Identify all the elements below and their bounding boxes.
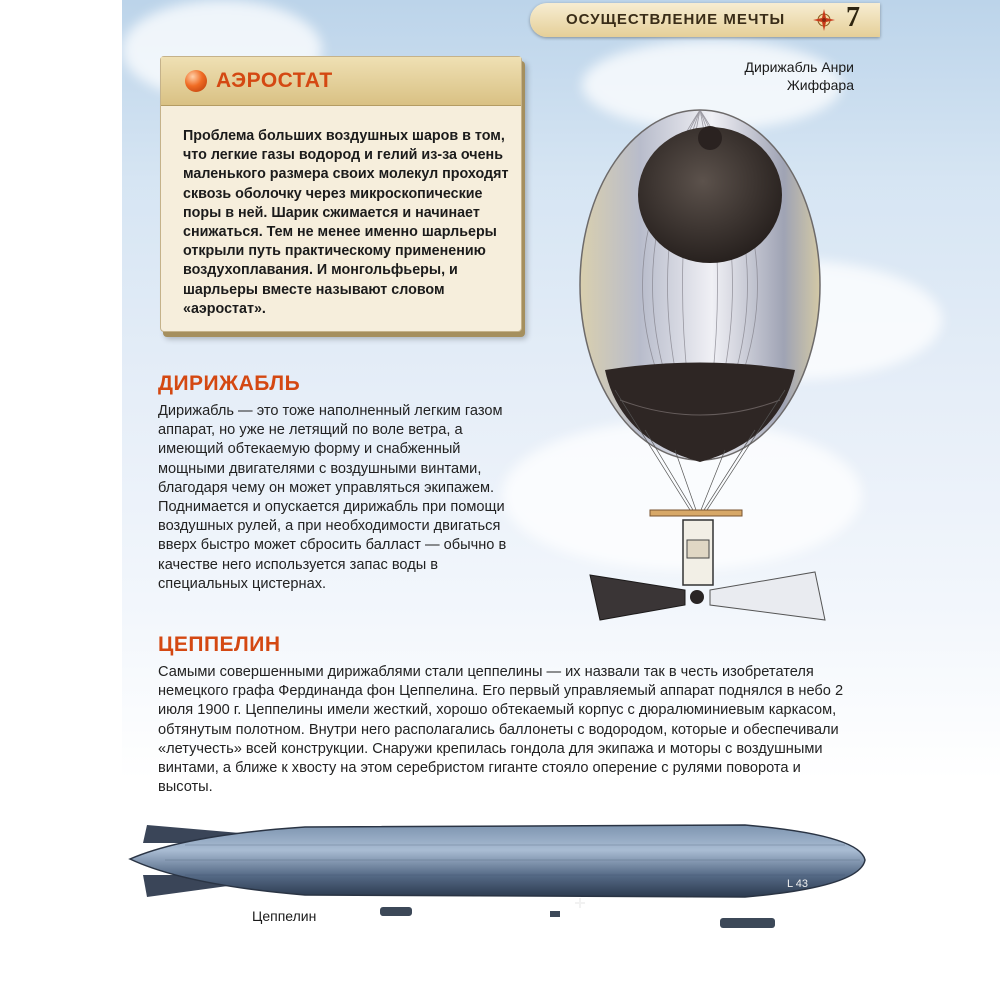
page-number: 7 <box>846 2 860 33</box>
compass-icon <box>813 9 835 31</box>
orange-bullet-icon <box>185 70 207 92</box>
giffard-dirigible-illustration <box>575 100 835 625</box>
zeppelin-heading: ЦЕППЕЛИН <box>158 633 281 656</box>
infobox-body: Проблема больших воздушных шаров в том, что легкие газы водород и гелий из-за очень маленького размера своих молекул проходят сквозь оболочку через микроскопические поры в ней. Шарик сжимается и начинает снижаться. Тем не менее именно шарльеры открыли путь практическому применению воздухоплавания. И монгольфьеры, и шарльеры вместе называют словом «аэростат». <box>183 128 509 317</box>
iron-cross-icon <box>575 898 585 908</box>
zeppelin-paragraph: Самыми совершенными дирижаблями стали цеппелины — их назвали так в честь изобретателя немецкого графа Фердинанда фон Цеппелина. Его первый управляемый аппарат поднялся в небо 2 июля 1900 г. Цеппелины имели жесткий, хорошо обтекаемый корпус с дюралюминиевым каркасом, обтянутым полотном. Внутри него располагались баллонеты с водородом, которые и обеспечивали «летучесть» всей конструкции. Снаружи крепилась гондола для экипажа и моторы с воздушными винтами, а ближе к хвосту на этом серебристом гиганте стояло оперение с рулями поворота и высоты. <box>158 664 844 796</box>
zeppelin-illustration <box>125 815 870 935</box>
dirigible-heading: ДИРИЖАБЛЬ <box>158 372 301 395</box>
infobox-header <box>161 57 521 106</box>
chapter-title: ОСУЩЕСТВЛЕНИЕ МЕЧТЫ <box>566 11 786 28</box>
zeppelin-caption: Цеппелин <box>252 908 317 924</box>
aerostat-infobox <box>160 56 522 332</box>
infobox-title: АЭРОСТАТ <box>216 69 333 92</box>
giffard-caption: Дирижабль Анри Жиффара <box>744 59 854 93</box>
dirigible-paragraph: Дирижабль — это тоже наполненный легким газом аппарат, но уже не летящий по воле ветра, а имеющий обтекаемую форму и снабженный мощными двигателями с воздушными винтами, благодаря чему он может управляться экипажем. Поднимается и опускается дирижабль при помощи воздушных рулей, а при необходимости двигаться вверх быстро может сбросить балласт — обычно в качестве него используется запас воды в специальных цистернах. <box>158 403 507 592</box>
zeppelin-marking: L 43 <box>787 878 809 890</box>
